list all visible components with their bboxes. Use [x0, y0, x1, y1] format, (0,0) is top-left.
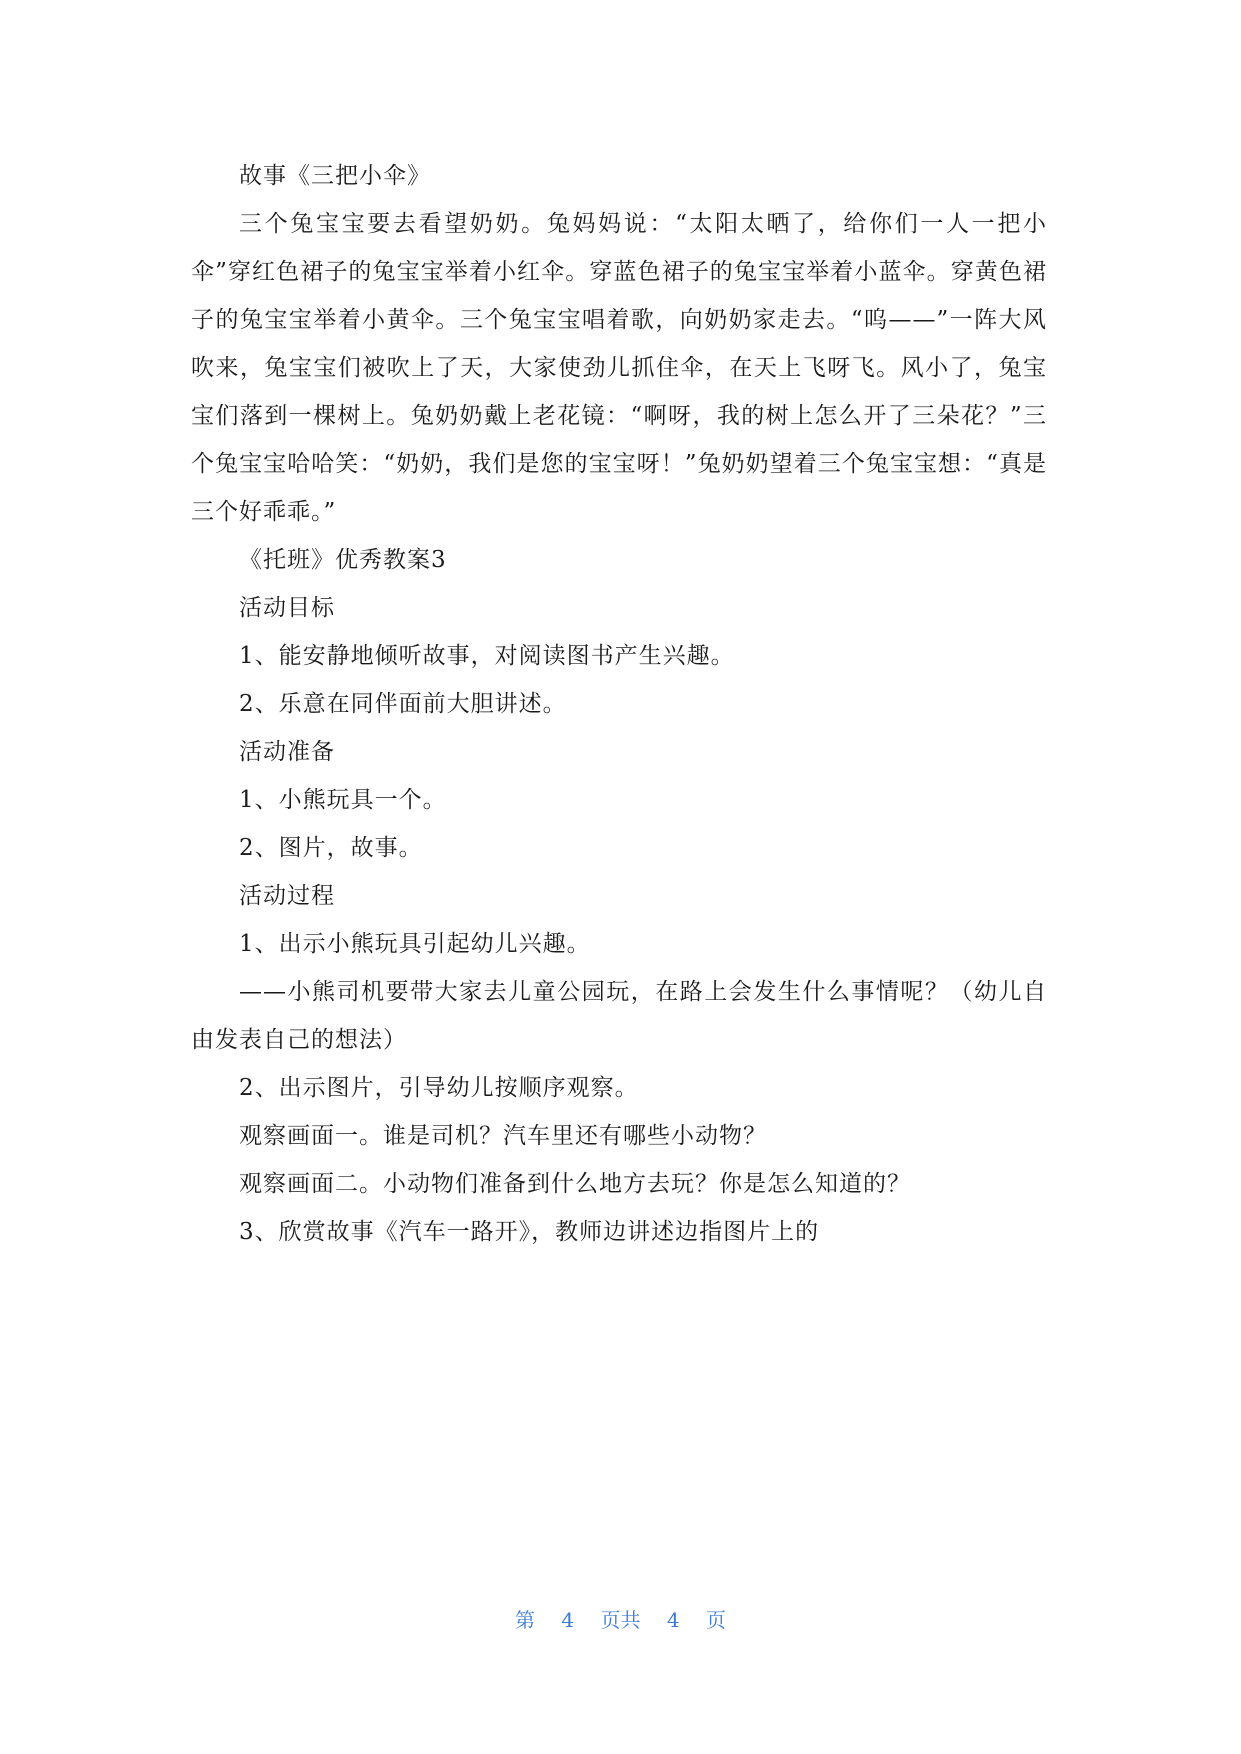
goal-item-2: 2、乐意在同伴面前大胆讲述。: [239, 691, 567, 717]
document-body: [191, 152, 1047, 1256]
footer-label-middle: 页共: [600, 1608, 641, 1632]
process-item-3: 3、欣赏故事《汽车一路开》，教师边讲述边指图片上的: [239, 1219, 820, 1245]
footer-current-page: 4: [561, 1608, 575, 1632]
story-title: 故事《三把小伞》: [239, 163, 431, 189]
prep-heading: 活动准备: [239, 739, 335, 765]
footer-label-suffix: 页: [705, 1608, 726, 1632]
footer-label-prefix: 第: [515, 1608, 536, 1632]
process-item-1-detail: ——小熊司机要带大家去儿童公园玩，在路上会发生什么事情呢？（幼儿自由发表自己的想法）: [191, 979, 1047, 1053]
observe-item-1: 观察画面一。谁是司机？汽车里还有哪些小动物？: [239, 1123, 767, 1149]
goal-item-1: 1、能安静地倾听故事，对阅读图书产生兴趣。: [239, 643, 735, 669]
goal-heading: 活动目标: [239, 595, 335, 621]
process-item-1: 1、出示小熊玩具引起幼儿兴趣。: [239, 931, 591, 957]
process-item-2: 2、出示图片，引导幼儿按顺序观察。: [239, 1075, 639, 1101]
footer-total-pages: 4: [666, 1608, 680, 1632]
process-heading: 活动过程: [239, 883, 335, 909]
page-footer: [0, 1604, 1241, 1633]
prep-item-1: 1、小熊玩具一个。: [239, 787, 447, 813]
observe-item-2: 观察画面二。小动物们准备到什么地方去玩？你是怎么知道的？: [239, 1171, 911, 1197]
lesson-title: 《托班》优秀教案3: [239, 547, 447, 573]
prep-item-2: 2、图片，故事。: [239, 835, 423, 861]
story-paragraph: 三个兔宝宝要去看望奶奶。兔妈妈说：“太阳太晒了，给你们一人一把小伞”穿红色裙子的兔宝宝举着小红伞。穿蓝色裙子的兔宝宝举着小蓝伞。穿黄色裙子的兔宝宝举着小黄伞。三个兔宝宝唱着歌，向奶奶家走去。“呜——”一阵大风吹来，兔宝宝们被吹上了天，大家使劲儿抓住伞，在天上飞呀飞。风小了，兔宝宝们落到一棵树上。兔奶奶戴上老花镜：“啊呀，我的树上怎么开了三朵花？”三个兔宝宝哈哈笑：“奶奶，我们是您的宝宝呀！”兔奶奶望着三个兔宝宝想：“真是三个好乖乖。”: [191, 211, 1047, 525]
